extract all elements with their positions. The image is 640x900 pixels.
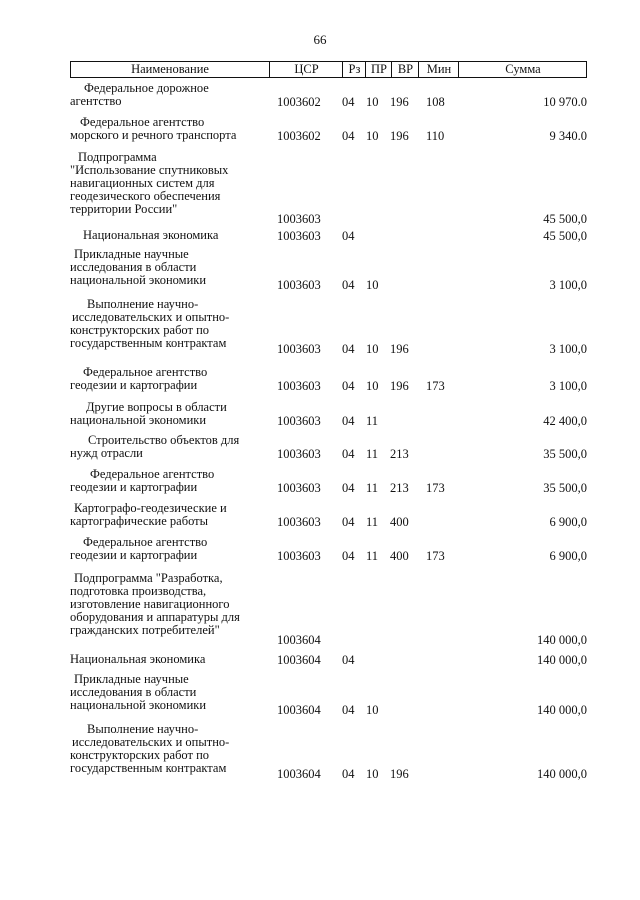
row-name-line: национальной экономики [70,698,207,712]
table-row [0,673,640,717]
row-sum: 140 000,0 [537,767,587,781]
row-csr: 1003603 [277,212,321,226]
row-name-line: Национальная экономика [70,652,206,666]
row-name-line: Подпрограмма "Разработка, [74,571,223,585]
row-name-line: Выполнение научно- [87,297,199,311]
row-csr: 1003603 [277,549,321,563]
row-pr: 11 [366,481,379,495]
row-name [70,653,270,666]
row-name-line: изготовление навигационного [70,597,230,611]
table-row [0,653,640,667]
row-name-line: подготовка производства, [70,584,207,598]
row-rz: 04 [342,515,355,529]
header-pr: ПР [365,62,392,77]
row-min: 110 [426,129,445,143]
row-pr: 10 [366,703,379,717]
table-row [0,248,640,292]
row-sum: 140 000,0 [537,703,587,717]
row-vr: 196 [390,342,409,356]
row-csr: 1003602 [277,129,321,143]
header-csr: ЦСР [269,62,343,77]
row-vr: 196 [390,379,409,393]
table-row [0,298,640,356]
row-sum: 3 100,0 [549,278,587,292]
row-min: 173 [426,379,445,393]
row-csr: 1003604 [277,767,321,781]
row-csr: 1003603 [277,278,321,292]
header-min: Мин [418,62,459,77]
row-sum: 9 340.0 [549,129,587,143]
table-row [0,82,640,109]
row-sum: 35 500,0 [543,481,587,495]
row-name-line: "Использование спутниковых [70,163,229,177]
row-rz: 04 [342,447,355,461]
row-name-line: исследования в области [70,260,197,274]
row-pr: 10 [366,379,379,393]
table-row [0,468,640,495]
row-name-line: национальной экономики [70,413,207,427]
row-vr: 213 [390,481,409,495]
row-min: 173 [426,481,445,495]
row-name-line: Федеральное дорожное [84,81,209,95]
header-vr: ВР [391,62,419,77]
row-rz: 04 [342,703,355,717]
row-name [70,401,270,427]
table-header [70,61,587,78]
row-vr: 196 [390,95,409,109]
row-sum: 3 100,0 [549,379,587,393]
table-row [0,366,640,393]
row-vr: 196 [390,129,409,143]
row-sum: 3 100,0 [549,342,587,356]
row-name-line: морского и речного транспорта [70,128,237,142]
table-row [0,723,640,781]
row-sum: 140 000,0 [537,653,587,667]
row-name-line: исследования в области [70,685,197,699]
row-name-line: геодезии и картографии [70,480,198,494]
row-name-line: исследовательских и опытно- [72,735,230,749]
table-row [0,502,640,529]
table-row [0,434,640,461]
row-pr: 11 [366,414,379,428]
row-rz: 04 [342,129,355,143]
row-pr: 10 [366,767,379,781]
row-vr: 400 [390,515,409,529]
row-name [70,502,270,528]
row-name-line: Прикладные научные [74,672,189,686]
row-csr: 1003604 [277,633,321,647]
row-csr: 1003603 [277,342,321,356]
row-name [70,298,270,350]
row-name [70,536,270,562]
table-row [0,116,640,143]
row-name-line: оборудования и аппаратуры для [70,610,240,624]
table-row [0,151,640,226]
row-min: 108 [426,95,445,109]
row-name-line: агентство [70,94,122,108]
row-sum: 6 900,0 [549,515,587,529]
row-vr: 213 [390,447,409,461]
row-sum: 10 970.0 [543,95,587,109]
row-name [70,82,270,108]
row-csr: 1003604 [277,703,321,717]
row-name-line: геодезии и картографии [70,548,198,562]
row-rz: 04 [342,414,355,428]
row-csr: 1003603 [277,379,321,393]
row-csr: 1003603 [277,414,321,428]
row-vr: 196 [390,767,409,781]
row-rz: 04 [342,481,355,495]
row-name-line: Федеральное агентство [80,115,205,129]
row-sum: 35 500,0 [543,447,587,461]
row-name-line: гражданских потребителей" [70,623,220,637]
row-name [70,723,270,775]
row-csr: 1003603 [277,447,321,461]
row-sum: 42 400,0 [543,414,587,428]
row-csr: 1003602 [277,95,321,109]
row-name-line: Прикладные научные [74,247,189,261]
row-name-line: территории России" [70,202,178,216]
row-pr: 10 [366,342,379,356]
header-rz: Рз [342,62,366,77]
row-name-line: навигационных систем для [70,176,215,190]
row-vr: 400 [390,549,409,563]
row-pr: 11 [366,515,379,529]
table-row [0,536,640,563]
row-rz: 04 [342,229,355,243]
row-name-line: Строительство объектов для [88,433,240,447]
row-name-line: картографические работы [70,514,209,528]
row-name [70,673,270,712]
table-row [0,401,640,428]
row-name [70,366,270,392]
row-name-line: нужд отрасли [70,446,143,460]
row-min: 173 [426,549,445,563]
header-sum: Сумма [458,62,587,77]
row-name-line: Выполнение научно- [87,722,199,736]
row-name-line: государственным контрактам [70,761,227,775]
row-csr: 1003603 [277,229,321,243]
row-pr: 11 [366,447,379,461]
row-sum: 140 000,0 [537,633,587,647]
row-name [70,468,270,494]
row-pr: 10 [366,95,379,109]
row-rz: 04 [342,767,355,781]
row-rz: 04 [342,95,355,109]
row-name-line: Другие вопросы в области [86,400,227,414]
page-number: 66 [313,32,327,47]
row-name-line: Федеральное агентство [83,535,208,549]
row-name-line: исследовательских и опытно- [72,310,230,324]
row-name [70,116,270,142]
row-name-line: государственным контрактам [70,336,227,350]
row-name-line: национальной экономики [70,273,207,287]
row-name [70,434,270,460]
row-sum: 6 900,0 [549,549,587,563]
row-name [70,151,270,216]
row-csr: 1003603 [277,515,321,529]
header-name: Наименование [131,62,209,76]
row-rz: 04 [342,342,355,356]
row-name-line: Картографо-геодезические и [74,501,227,515]
row-csr: 1003603 [277,481,321,495]
row-name-line: конструкторских работ по [70,323,210,337]
row-name-line: Федеральное агентство [90,467,215,481]
row-rz: 04 [342,549,355,563]
row-sum: 45 500,0 [543,212,587,226]
row-name-line: геодезического обеспечения [70,189,221,203]
row-pr: 10 [366,278,379,292]
table-row [0,572,640,647]
row-name-line: геодезии и картографии [70,378,198,392]
row-pr: 11 [366,549,379,563]
row-name [70,248,270,287]
row-name [70,572,270,637]
row-name-line: Подпрограмма [78,150,157,164]
row-name-line: конструкторских работ по [70,748,210,762]
table-row [0,229,640,243]
row-sum: 45 500,0 [543,229,587,243]
row-rz: 04 [342,653,355,667]
row-csr: 1003604 [277,653,321,667]
row-name-line: Федеральное агентство [83,365,208,379]
row-pr: 10 [366,129,379,143]
row-rz: 04 [342,278,355,292]
row-rz: 04 [342,379,355,393]
row-name-line: Национальная экономика [83,228,219,242]
row-name [70,229,270,242]
